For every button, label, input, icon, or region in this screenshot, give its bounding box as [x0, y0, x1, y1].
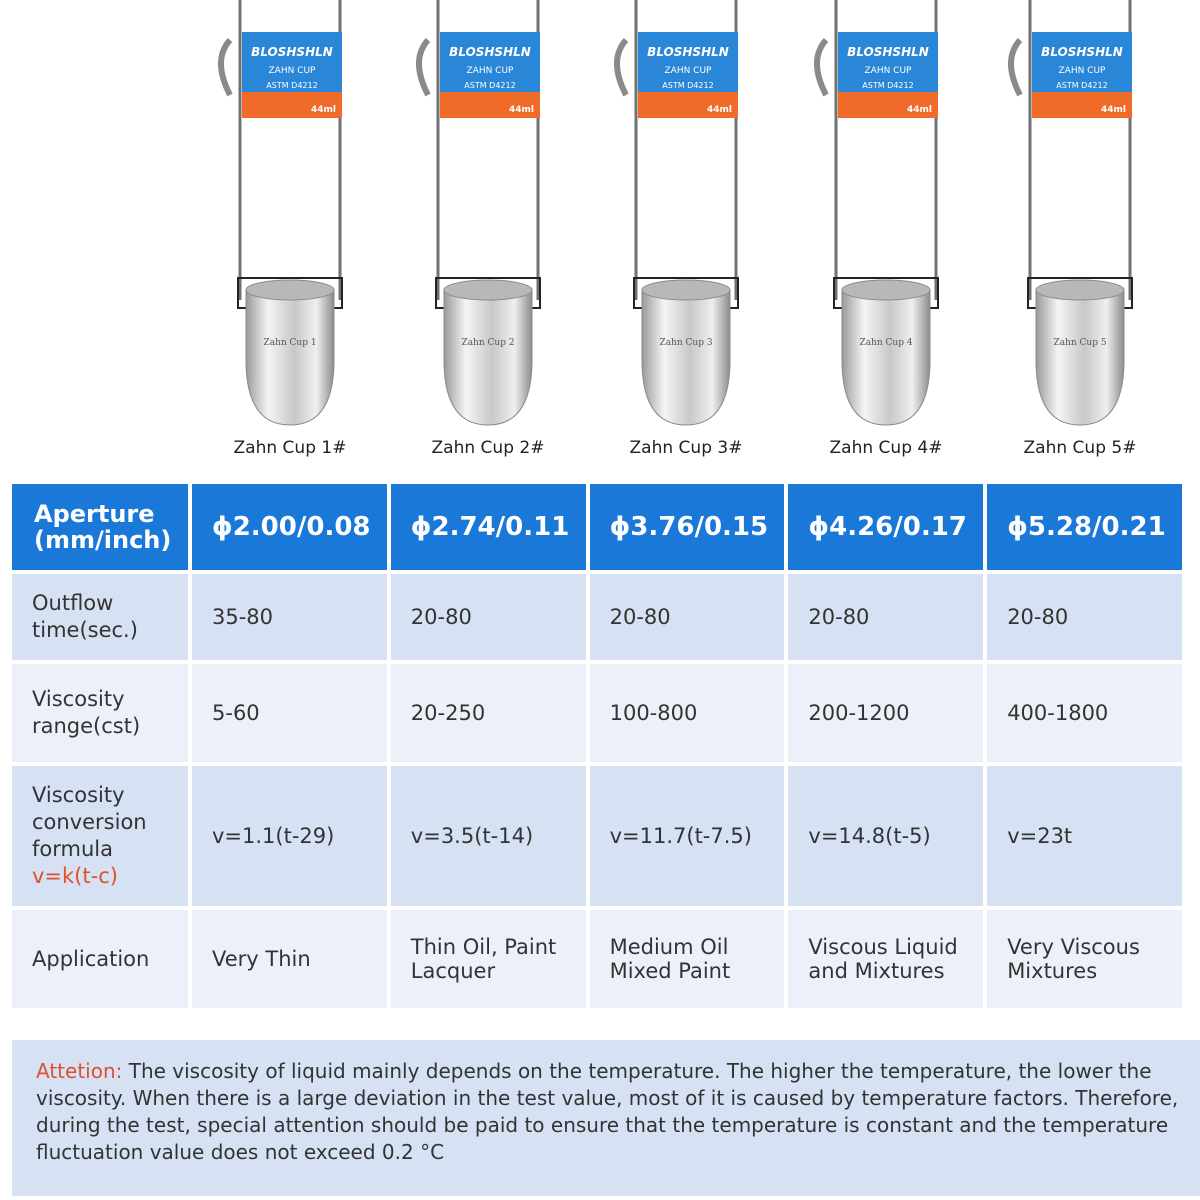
- table-cell: 400-1800: [987, 664, 1182, 762]
- tag-model: ZAHN CUP: [864, 66, 912, 76]
- attention-note: [12, 1040, 1200, 1196]
- table-cell: 20-80: [987, 574, 1182, 660]
- formula-label: [12, 766, 188, 906]
- tag-brand: BLOSHSHLN: [1041, 45, 1123, 59]
- tag-volume: 44ml: [707, 105, 732, 115]
- row-label-line: time(sec.): [32, 618, 138, 642]
- cup-illustration: [586, 0, 786, 435]
- cell-line: Mixtures: [1007, 959, 1098, 983]
- zahn-cup: [388, 0, 588, 470]
- table-cell: 100-800: [590, 664, 785, 762]
- row-label-line: Outflow: [32, 591, 114, 615]
- zahn-cup: [786, 0, 986, 470]
- tag-standard: ASTM D4212: [1056, 81, 1108, 90]
- cup-engraving: Zahn Cup 4: [859, 338, 913, 348]
- table-cell: [987, 910, 1182, 1008]
- cup-engraving: Zahn Cup 3: [659, 338, 713, 348]
- tag-brand: BLOSHSHLN: [449, 45, 531, 59]
- attention-prefix: Attetion:: [36, 1059, 123, 1083]
- tag-volume: 44ml: [311, 105, 336, 115]
- cell-line: Viscous Liquid: [808, 935, 958, 959]
- aperture-value: ϕ4.26/0.17: [788, 484, 983, 570]
- aperture-unit: (mm/inch): [34, 526, 172, 554]
- cup-label: Zahn Cup 2#: [431, 438, 545, 458]
- tag-standard: ASTM D4212: [464, 81, 516, 90]
- cell-line: and Mixtures: [808, 959, 945, 983]
- cup-illustration: [980, 0, 1180, 435]
- cell-line: Lacquer: [410, 959, 496, 983]
- attention-text: The viscosity of liquid mainly depends on the temperature. The higher the temperature, the lower the viscosity. When there is a large deviation in the test value, most of it is caused by temperature factors. Therefore, during the test, special attention should be paid to ensure that the temperature is constant and the temperature fluctuation value does not exceed 0.2 °C: [36, 1059, 1179, 1164]
- table-cell: [391, 910, 586, 1008]
- tag-volume: 44ml: [509, 105, 534, 115]
- tag-standard: ASTM D4212: [266, 81, 318, 90]
- outflow-label: [12, 574, 188, 660]
- table-cell: 5-60: [192, 664, 387, 762]
- cell-line: Very Viscous: [1007, 935, 1140, 959]
- aperture-header: [12, 484, 188, 570]
- table-cell: v=1.1(t-29): [192, 766, 387, 906]
- table-row: [12, 574, 1182, 660]
- table-cell: 200-1200: [788, 664, 983, 762]
- table-cell: [788, 910, 983, 1008]
- table-cell: [192, 910, 387, 1008]
- zahn-cup: [190, 0, 390, 470]
- application-label: Application: [12, 910, 188, 1008]
- table-header-row: [12, 484, 1182, 570]
- table-cell: 20-80: [788, 574, 983, 660]
- cup-label: Zahn Cup 4#: [829, 438, 943, 458]
- row-label-line: Viscosity: [32, 687, 125, 711]
- table-cell: v=14.8(t-5): [788, 766, 983, 906]
- tag-volume: 44ml: [907, 105, 932, 115]
- formula-general: v=k(t-c): [32, 864, 118, 888]
- row-label-line: range(cst): [32, 714, 141, 738]
- tag-standard: ASTM D4212: [662, 81, 714, 90]
- zahn-cup: [980, 0, 1180, 470]
- table-cell: [590, 910, 785, 1008]
- zahn-cup: [586, 0, 786, 470]
- cup-engraving: Zahn Cup 2: [461, 338, 515, 348]
- row-label-line: conversion: [32, 810, 147, 834]
- table-cell: v=3.5(t-14): [391, 766, 586, 906]
- cup-label: Zahn Cup 3#: [629, 438, 743, 458]
- spec-table: [8, 480, 1186, 1012]
- cell-line: Mixed Paint: [609, 959, 731, 983]
- table-cell: v=23t: [987, 766, 1182, 906]
- row-label-line: formula: [32, 837, 113, 861]
- aperture-value: ϕ3.76/0.15: [590, 484, 785, 570]
- viscosity-range-label: [12, 664, 188, 762]
- cell-line: Medium Oil: [609, 935, 729, 959]
- tag-model: ZAHN CUP: [268, 66, 316, 76]
- cup-illustration: [388, 0, 588, 435]
- cup-label: Zahn Cup 5#: [1023, 438, 1137, 458]
- table-cell: 20-80: [391, 574, 586, 660]
- tag-volume: 44ml: [1101, 105, 1126, 115]
- cell-line: Very Thin: [212, 947, 311, 971]
- cup-engraving: Zahn Cup 5: [1053, 338, 1107, 348]
- cup-label: Zahn Cup 1#: [233, 438, 347, 458]
- cup-illustration: [786, 0, 986, 435]
- table-row: [12, 664, 1182, 762]
- cup-illustration: [190, 0, 390, 435]
- aperture-value: ϕ2.00/0.08: [192, 484, 387, 570]
- row-label-line: Viscosity: [32, 783, 125, 807]
- aperture-label: Aperture: [34, 500, 155, 528]
- tag-model: ZAHN CUP: [664, 66, 712, 76]
- aperture-value: ϕ5.28/0.21: [987, 484, 1182, 570]
- table-cell: 20-80: [590, 574, 785, 660]
- cell-line: Thin Oil, Paint: [410, 935, 557, 959]
- cup-engraving: Zahn Cup 1: [263, 338, 317, 348]
- tag-standard: ASTM D4212: [862, 81, 914, 90]
- table-cell: 35-80: [192, 574, 387, 660]
- tag-model: ZAHN CUP: [1058, 66, 1106, 76]
- tag-model: ZAHN CUP: [466, 66, 514, 76]
- product-image-area: [0, 0, 1200, 470]
- tag-brand: BLOSHSHLN: [847, 45, 929, 59]
- table-row: [12, 910, 1182, 1008]
- tag-brand: BLOSHSHLN: [251, 45, 333, 59]
- table-cell: v=11.7(t-7.5): [590, 766, 785, 906]
- aperture-value: ϕ2.74/0.11: [391, 484, 586, 570]
- tag-brand: BLOSHSHLN: [647, 45, 729, 59]
- table-row: [12, 766, 1182, 906]
- table-cell: 20-250: [391, 664, 586, 762]
